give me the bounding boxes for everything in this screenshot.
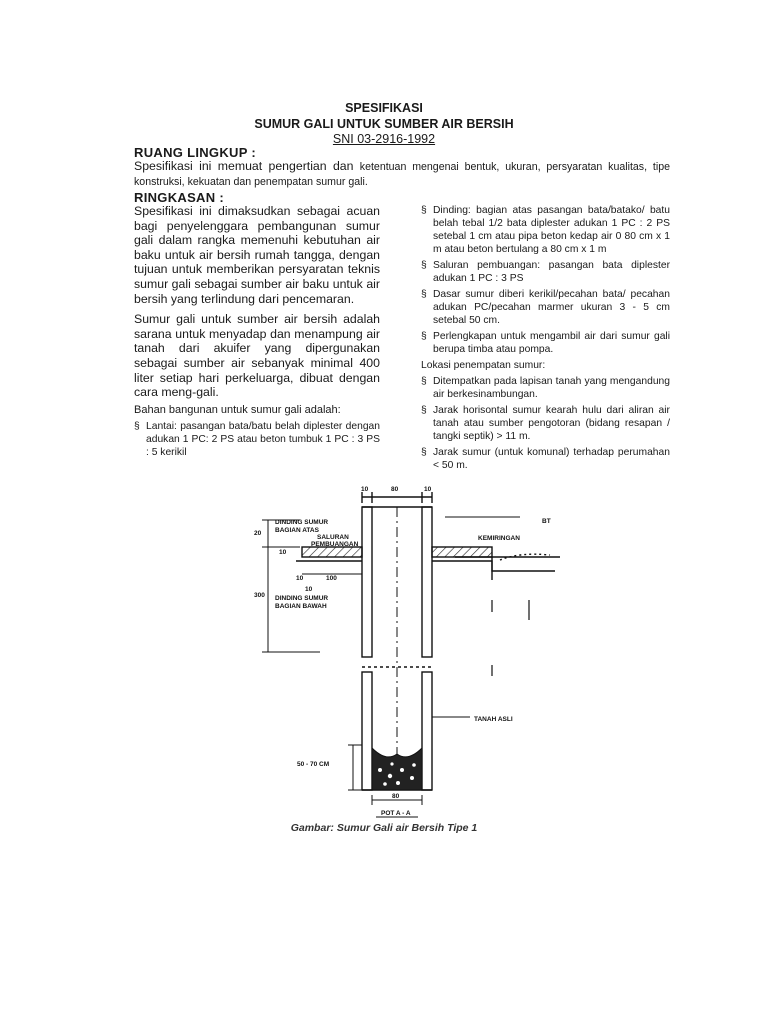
doc-standard-number (0, 132, 768, 147)
dim-left-20: 20 (254, 530, 262, 537)
dim-10-2: 10 (279, 549, 287, 556)
sni-number: SNI 03-2916-1992 (332, 132, 436, 146)
label-saluran-1: SALURAN (317, 534, 349, 541)
label-bt: BT (542, 518, 551, 525)
list-item-text: Jarak horisontal sumur kearah hulu dari aliran air tanah atau sumber pengotoran (bidang resapan / tangki septik) > 11 m. (433, 405, 670, 442)
bullet-symbol: § (421, 376, 427, 387)
list-item-dasar (421, 288, 670, 327)
label-saluran-2: PEMBUANGAN (311, 541, 359, 548)
floor-apron-left (302, 547, 362, 557)
bullet-symbol: § (421, 447, 427, 458)
dim-bottom-80: 80 (392, 793, 400, 800)
label-section: POT A - A (381, 810, 411, 817)
list-item-text: Ditempatkan pada lapisan tanah yang mengandung air berkesinambungan. (433, 376, 670, 400)
figure-caption: Gambar: Sumur Gali air Bersih Tipe 1 (290, 822, 478, 834)
list-item-text: Saluran pembuangan: pasangan bata diplester adukan 1 PC : 3 PS (433, 260, 670, 284)
ruang-lingkup-text-a: Spesifikasi ini memuat pengertian dan (134, 159, 360, 173)
left-column (134, 204, 380, 459)
label-kemiringan: KEMIRINGAN (478, 535, 520, 542)
dim-top-mid: 80 (391, 486, 399, 493)
heading-ruang-lingkup: RUANG LINGKUP : (134, 145, 256, 160)
bullet-symbol: § (421, 405, 427, 416)
list-item-saluran (421, 259, 670, 285)
list-item-text: Dasar sumur diberi kerikil/pecahan bata/ pecahan adukan PC/pecahan marmer ukuran 3 - 5 cm setebal 50 cm. (433, 289, 670, 326)
ringkasan-paragraph-1: Spesifikasi ini dimaksudkan sebagai acuan bagi penyelenggara pembangunan sumur gali dalam rangka memenuhi kebutuhan air baku untuk air bersih rumah tangga, dengan tujuan untuk memberikan persyaratan teknis sumur gali sebagai sumber air baku untuk air bersih yang terlindung dari pencemaran. (134, 204, 380, 306)
list-item-text: Jarak sumur (untuk komunal) terhadap perumahan < 50 m. (433, 447, 670, 471)
dim-10-below: 10 (305, 586, 313, 593)
heading-ringkasan: RINGKASAN : (134, 190, 224, 205)
list-item-lokasi-1 (421, 375, 670, 401)
dim-left-300: 300 (254, 592, 265, 599)
label-dinding-bawah-2: BAGIAN BAWAH (275, 603, 327, 610)
ruang-lingkup-text-b: ketentuan mengenai bentuk, ukuran, persyaratan kualitas, tipe konstruksi, kekuatan dan penempatan sumur gali. (134, 161, 670, 188)
dim-100: 100 (326, 575, 337, 582)
right-column (421, 204, 670, 472)
ruang-lingkup-text (134, 159, 670, 189)
bullet-symbol: § (134, 420, 140, 432)
ringkasan-paragraph-3: Bahan bangunan untuk sumur gali adalah: (134, 403, 341, 416)
well-section-diagram (0, 480, 768, 820)
bullet-symbol: § (421, 205, 427, 216)
bullet-symbol: § (421, 260, 427, 271)
list-item-text: Lantai: pasangan bata/batu belah diplester dengan adukan 1 PC: 2 PS atau beton tumbuk 1 PC : 3 PS : 5 kerikil (146, 420, 380, 458)
bullet-symbol: § (421, 289, 427, 300)
doc-subtitle: SUMUR GALI UNTUK SUMBER AIR BERSIH (254, 117, 514, 131)
label-dinding-atas-1: DINDING SUMUR (275, 519, 329, 526)
wall-left-lower (362, 672, 372, 790)
wall-right-lower (422, 672, 432, 790)
label-dinding-bawah-1: DINDING SUMUR (275, 595, 329, 602)
list-item-lokasi-3 (421, 446, 670, 472)
list-item-text: Dinding: bagian atas pasangan bata/batako/ batu belah tebal 1/2 bata diplester adukan 1 PC : 2 PS setebal 1 cm atau pipa beton kedap air 0 80 cm x 1 m atau beton bertulang a 80 cm x 1 m (433, 205, 670, 255)
wall-left-upper (362, 507, 372, 657)
bullet-symbol: § (421, 331, 427, 342)
drain-channel (432, 561, 555, 571)
ringkasan-paragraph-2: Sumur gali untuk sumber air bersih adalah sarana untuk menyadap dan menampung air tanah dari akuifer yang dipergunakan sebagai sumber air sebanyak minimal 400 liter setiap hari perkeluarga, dibuat dengan cara meng-gali. (134, 312, 380, 400)
list-item-lantai (134, 420, 380, 459)
list-item-perlengkapan (421, 330, 670, 356)
list-item-text: Perlengkapan untuk mengambil air dari sumur gali berupa timba atau pompa. (433, 331, 670, 355)
label-dinding-atas-2: BAGIAN ATAS (275, 527, 319, 534)
dim-top-left: 10 (361, 486, 369, 493)
dim-10: 10 (296, 575, 304, 582)
dim-top-right: 10 (424, 486, 432, 493)
list-item-lokasi-2 (421, 404, 670, 443)
lokasi-heading: Lokasi penempatan sumur: (421, 360, 546, 371)
list-item-dinding (421, 204, 670, 256)
label-gravel-depth: 50 - 70 CM (297, 761, 330, 768)
label-tanah-asli: TANAH ASLI (474, 716, 513, 723)
floor-apron-right (432, 547, 492, 557)
wall-right-upper (422, 507, 432, 657)
doc-title: SPESIFIKASI (345, 101, 423, 115)
